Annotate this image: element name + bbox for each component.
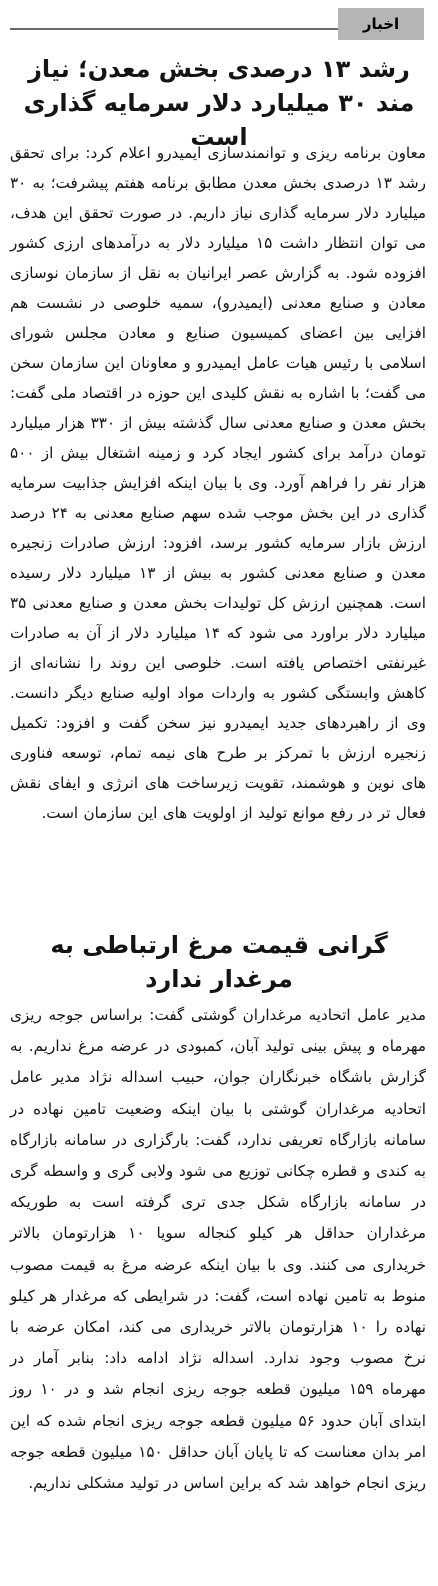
article-1-body: معاون برنامه ریزی و توانمندسازی ایمیدرو اعلام کرد: برای تحقق رشد ۱۳ درصدی بخش معدن مطابق برنامه هفتم پیشرفت؛ به ۳۰ میلیارد دلار سرمایه گذاری نیاز داریم. در صورت تحقق این هدف، می توان انتظار داشت ۱۵ میلیارد دلار به درآمدهای ارزی کشور افزوده شود. به گزارش عصر ایرانیان به نقل از سازمان نوسازی معادن و صنایع معدنی (ایمیدرو)، سمیه خلوصی در نشست هم افزایی بین اعضای کمیسیون صنایع و معادن مجلس شورای اسلامی با رئیس هیات عامل ایمیدرو و معاونان این سازمان سخن می گفت؛ با اشاره به نقش کلیدی این حوزه در اقتصاد ملی گفت: بخش معدن و صنایع معدنی سال گذشته بیش از ۳۳۰ هزار میلیارد تومان درآمد برای کشور ایجاد کرد و زمینه اشتغال بیش از ۵۰۰ هزار نفر را فراهم آورد. وی با بیان اینکه افزایش جذابیت سرمایه گذاری در این بخش موجب شده سهم صنایع معدنی به ۲۴ درصد ارزش بازار سرمایه کشور برسد، افزود: ارزش صادرات زنجیره معدن و صنایع معدنی کشور به بیش از ۱۳ میلیارد دلار رسیده است. همچنین ارزش کل تولیدات بخش معدن و صنایع معدنی ۳۵ میلیارد دلار براورد می شود که ۱۴ میلیارد دلار از آن به صادرات غیرنفتی اختصاص یافته است. خلوصی این روند را نشانه‌ای از کاهش وابستگی کشور به واردات مواد اولیه صنایع دیگر دانست. وی از راهبردهای جدید ایمیدرو نیز سخن گفت و افزود: تکمیل زنجیره ارزش با تمرکز بر طرح های نیمه تمام، توسعه فناوری های نوین و هوشمند، تقویت زیرساخت های انرژی و ایفای نقش فعال تر در رفع موانع تولید از اولویت های این سازمان است. xyxy=(10,144,426,822)
section-header xyxy=(0,0,438,44)
section-tag: اخبار xyxy=(338,8,424,40)
article-2-title: گرانی قیمت مرغ ارتباطی به مرغدار ندارد xyxy=(50,931,388,993)
article-2-body: مدیر عامل اتحادیه مرغداران گوشتی گفت: براساس جوجه ریزی مهرماه و پیش بینی تولید آبان، کمبودی در عرضه مرغ نداریم. به گزارش باشگاه خبرنگاران جوان، حبیب اسداله نژاد مدیر عامل اتحادیه مرغداران گوشتی با بیان اینکه وضعیت تامین نهاده در سامانه بازارگاه تعریفی ندارد، گفت: بارگزاری در سامانه بازارگاه به کندی و قطره چکانی توزیع می شود ولابی گری و واسطه گری در سامانه بازارگاه شکل جدی تری گرفته است به طوریکه مرغداران حداقل هر کیلو کنجاله سویا ۱۰ هزارتومان بالاتر خریداری می کنند. وی با بیان اینکه عرضه مرغ به قیمت مصوب منوط به تامین نهاده است، گفت: در شرایطی که مرغدار هر کیلو نهاده را ۱۰ هزارتومان بالاتر خریداری می کند، امکان عرضه با نرخ مصوب وجود ندارد. اسداله نژاد ادامه داد: بنابر آمار در مهرماه ۱۵۹ میلیون قطعه جوجه ریزی انجام شد و در ۱۰ روز ابتدای آبان حدود ۵۶ میلیون قطعه جوجه ریزی انجام شده که این امر بدان معناست که تا پایان آبان حداقل ۱۵۰ میلیون قطعه جوجه ریزی انجام خواهد شد که براین اساس در تولید مشکلی نداریم. xyxy=(10,1006,427,1493)
article-1-title: رشد ۱۳ درصدی بخش معدن؛ نیاز مند ۳۰ میلیارد دلار سرمایه گذاری است xyxy=(23,55,415,151)
section-divider xyxy=(10,28,340,30)
